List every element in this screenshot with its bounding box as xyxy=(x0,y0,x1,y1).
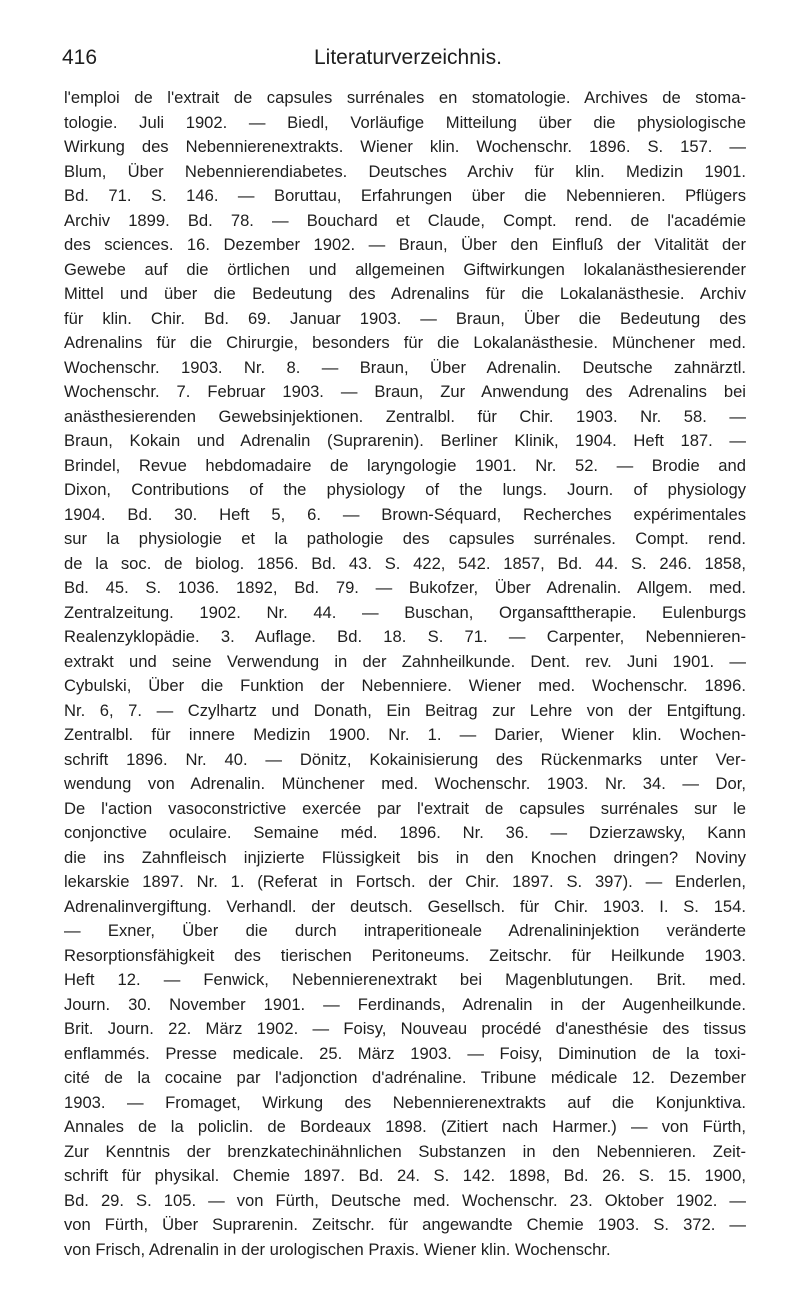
text-line: cité de la cocaine par l'adjonction d'adrénaline. Tribune médicale 12. Dezember xyxy=(64,1068,746,1087)
text-line: Brit. Journ. 22. März 1902. — Foisy, Nouveau procédé d'anesthésie des tissus xyxy=(64,1019,746,1038)
text-line: Gewebe auf die örtlichen und allgemeinen Giftwirkungen lokalanästhesierender xyxy=(64,259,746,279)
text-line: Archiv 1899. Bd. 78. — Bouchard et Claude, Compt. rend. de l'académie xyxy=(64,210,746,230)
text-line: Wochenschr. 7. Februar 1903. — Braun, Zur Anwendung des Adrenalins bei xyxy=(64,382,746,401)
text-line: lekarskie 1897. Nr. 1. (Referat in Fortsch. der Chir. 1897. S. 397). — Enderlen, xyxy=(64,872,746,891)
text-line: Cybulski, Über die Funktion der Nebenniere. Wiener med. Wochenschr. 1896. xyxy=(64,676,746,695)
text-line: — Exner, Über die durch intraperitioneale Adrenalininjektion veränderte xyxy=(64,921,746,940)
text-line: Adrenalinvergiftung. Verhandl. der deutsch. Gesellsch. für Chir. 1903. I. S. 154. xyxy=(64,896,746,916)
text-line: 1903. — Fromaget, Wirkung des Nebennierenextrakts auf die Konjunktiva. xyxy=(64,1092,746,1112)
text-line: Bd. 45. S. 1036. 1892, Bd. 79. — Bukofzer, Über Adrenalin. Allgem. med. xyxy=(64,578,746,597)
text-line: extrakt und seine Verwendung in der Zahnheilkunde. Dent. rev. Juni 1901. — xyxy=(64,651,746,671)
text-line: Realenzyklopädie. 3. Auflage. Bd. 18. S. 71. — Carpenter, Nebennieren- xyxy=(64,627,746,646)
text-line: Zentralzeitung. 1902. Nr. 44. — Buschan, Organsafttherapie. Eulenburgs xyxy=(64,602,746,622)
text-line: von Fürth, Über Suprarenin. Zeitschr. für angewandte Chemie 1903. S. 372. — xyxy=(64,1215,746,1234)
text-line: sur la physiologie et la pathologie des capsules surrénales. Compt. rend. xyxy=(64,529,746,548)
text-line: De l'action vasoconstrictive exercée par l'extrait de capsules surrénales sur le xyxy=(64,798,746,818)
text-line: die ins Zahnfleisch injizierte Flüssigkeit bis in den Knochen dringen? Noviny xyxy=(64,847,746,867)
text-line: Zentralbl. für innere Medizin 1900. Nr. 1. — Darier, Wiener klin. Wochen- xyxy=(64,725,746,744)
page-header xyxy=(62,46,750,76)
text-line: Brindel, Revue hebdomadaire de laryngologie 1901. Nr. 52. — Brodie and xyxy=(64,455,746,475)
text-line: schrift 1896. Nr. 40. — Dönitz, Kokainisierung des Rückenmarks unter Ver- xyxy=(64,749,746,769)
bibliography-text xyxy=(64,86,746,1262)
running-title: Literaturverzeichnis. xyxy=(314,46,502,69)
text-line: Dixon, Contributions of the physiology of the lungs. Journ. of physiology xyxy=(64,480,746,499)
text-line: de la soc. de biolog. 1856. Bd. 43. S. 422, 542. 1857, Bd. 44. S. 246. 1858, xyxy=(64,553,746,573)
text-line: Nr. 6, 7. — Czylhartz und Donath, Ein Beitrag zur Lehre von der Entgiftung. xyxy=(64,700,746,720)
text-line: Resorptionsfähigkeit des tierischen Peritoneums. Zeitschr. für Heilkunde 1903. xyxy=(64,945,746,965)
text-line: l'emploi de l'extrait de capsules surrénales en stomatologie. Archives de stoma- xyxy=(64,88,746,107)
text-line: tologie. Juli 1902. — Biedl, Vorläufige Mitteilung über die physiologische xyxy=(64,112,746,132)
text-line: enflammés. Presse medicale. 25. März 1903. — Foisy, Diminution de la toxi- xyxy=(64,1043,746,1063)
text-line: anästhesierenden Gewebsinjektionen. Zentralbl. für Chir. 1903. Nr. 58. — xyxy=(64,406,746,426)
text-line: für klin. Chir. Bd. 69. Januar 1903. — Braun, Über die Bedeutung des xyxy=(64,308,746,328)
text-line: 1904. Bd. 30. Heft 5, 6. — Brown-Séquard, Recherches expérimentales xyxy=(64,504,746,524)
text-line: des sciences. 16. Dezember 1902. — Braun, Über den Einfluß der Vitalität der xyxy=(64,235,746,254)
text-line: Adrenalins für die Chirurgie, besonders für die Lokalanästhesie. Münchener med. xyxy=(64,333,746,352)
text-line: von Frisch, Adrenalin in der urologischen Praxis. Wiener klin. Wochenschr. xyxy=(64,1239,611,1259)
text-line: Journ. 30. November 1901. — Ferdinands, Adrenalin in der Augenheilkunde. xyxy=(64,994,746,1014)
text-line: Bd. 71. S. 146. — Boruttau, Erfahrungen über die Nebennieren. Pflügers xyxy=(64,186,746,205)
text-line: schrift für physikal. Chemie 1897. Bd. 24. S. 142. 1898, Bd. 26. S. 15. 1900, xyxy=(64,1166,746,1185)
text-line: Heft 12. — Fenwick, Nebennierenextrakt bei Magenblutungen. Brit. med. xyxy=(64,970,746,989)
text-line: Annales de la policlin. de Bordeaux 1898. (Zitiert nach Harmer.) — von Fürth, xyxy=(64,1117,746,1136)
page-number: 416 xyxy=(62,46,98,69)
text-line: Wirkung des Nebennierenextrakts. Wiener klin. Wochenschr. 1896. S. 157. — xyxy=(64,137,746,156)
text-line: wendung von Adrenalin. Münchener med. Wochenschr. 1903. Nr. 34. — Dor, xyxy=(64,774,746,793)
text-line: Bd. 29. S. 105. — von Fürth, Deutsche med. Wochenschr. 23. Oktober 1902. — xyxy=(64,1190,746,1210)
text-line: conjonctive oculaire. Semaine méd. 1896. Nr. 36. — Dzierzawsky, Kann xyxy=(64,823,746,842)
text-line: Braun, Kokain und Adrenalin (Suprarenin). Berliner Klinik, 1904. Heft 187. — xyxy=(64,431,746,450)
text-line: Wochenschr. 1903. Nr. 8. — Braun, Über Adrenalin. Deutsche zahnärztl. xyxy=(64,357,746,377)
text-line: Blum, Über Nebennierendiabetes. Deutsches Archiv für klin. Medizin 1901. xyxy=(64,161,746,181)
text-line: Zur Kenntnis der brenzkatechinähnlichen Substanzen in den Nebennieren. Zeit- xyxy=(64,1141,746,1161)
text-line: Mittel und über die Bedeutung des Adrenalins für die Lokalanästhesie. Archiv xyxy=(64,284,746,303)
